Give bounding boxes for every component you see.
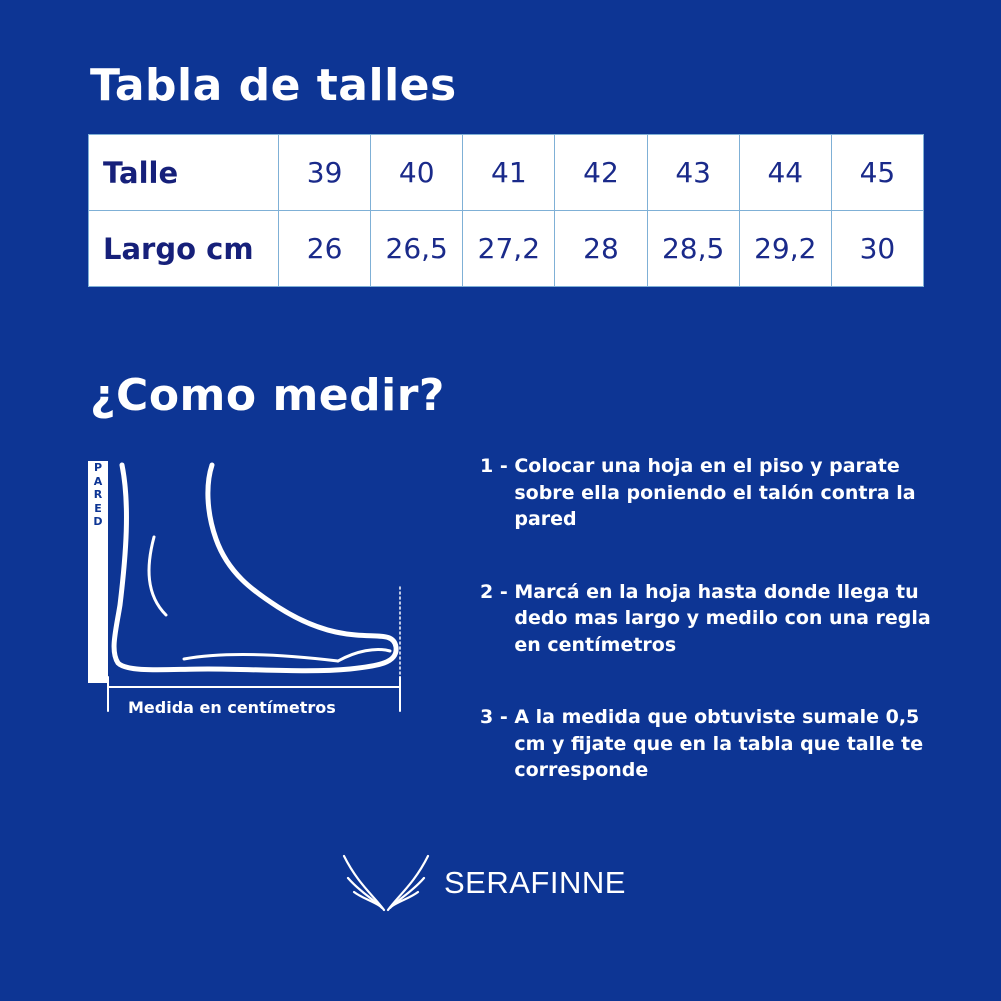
size-cell: 45 xyxy=(831,135,923,211)
size-cell: 39 xyxy=(279,135,371,211)
table-row-lengths xyxy=(89,211,924,287)
steps-list xyxy=(480,453,950,830)
brand-name: SERAFINNE xyxy=(444,865,626,900)
table-row-sizes xyxy=(89,135,924,211)
length-cell: 28,5 xyxy=(647,211,739,287)
row-label-size: Talle xyxy=(89,135,279,211)
how-to-title: ¿Como medir? xyxy=(90,370,445,421)
size-cell: 41 xyxy=(463,135,555,211)
length-cell: 28 xyxy=(555,211,647,287)
list-item xyxy=(480,453,950,533)
wall-label: P A R E D xyxy=(93,461,103,528)
foot-measure-illustration xyxy=(88,455,418,725)
length-cell: 27,2 xyxy=(463,211,555,287)
step-text: Marcá en la hoja hasta donde llega tu dedo mas largo y medilo con una regla en centímetros xyxy=(514,580,931,656)
length-cell: 26,5 xyxy=(371,211,463,287)
size-cell: 44 xyxy=(739,135,831,211)
length-cell: 26 xyxy=(279,211,371,287)
size-cell: 40 xyxy=(371,135,463,211)
step-text: A la medida que obtuviste sumale 0,5 cm y fijate que en la tabla que talle te corresponde xyxy=(514,706,924,781)
size-table xyxy=(88,134,924,287)
brand-logo xyxy=(340,852,626,914)
step-number: 3 - xyxy=(480,706,515,728)
foot-icon xyxy=(88,455,418,725)
length-cell: 30 xyxy=(831,211,923,287)
size-table-title: Tabla de talles xyxy=(90,60,457,111)
row-label-length: Largo cm xyxy=(89,211,279,287)
wings-icon xyxy=(340,852,432,914)
step-number: 2 - xyxy=(480,580,515,603)
list-item xyxy=(480,704,950,784)
step-number: 1 - xyxy=(480,455,515,477)
list-item xyxy=(480,579,950,659)
length-cell: 29,2 xyxy=(739,211,831,287)
size-cell: 42 xyxy=(555,135,647,211)
measure-label: Medida en centímetros xyxy=(128,698,336,717)
step-text: Colocar una hoja en el piso y parate sobre ella poniendo el talón contra la pared xyxy=(514,455,916,530)
size-cell: 43 xyxy=(647,135,739,211)
